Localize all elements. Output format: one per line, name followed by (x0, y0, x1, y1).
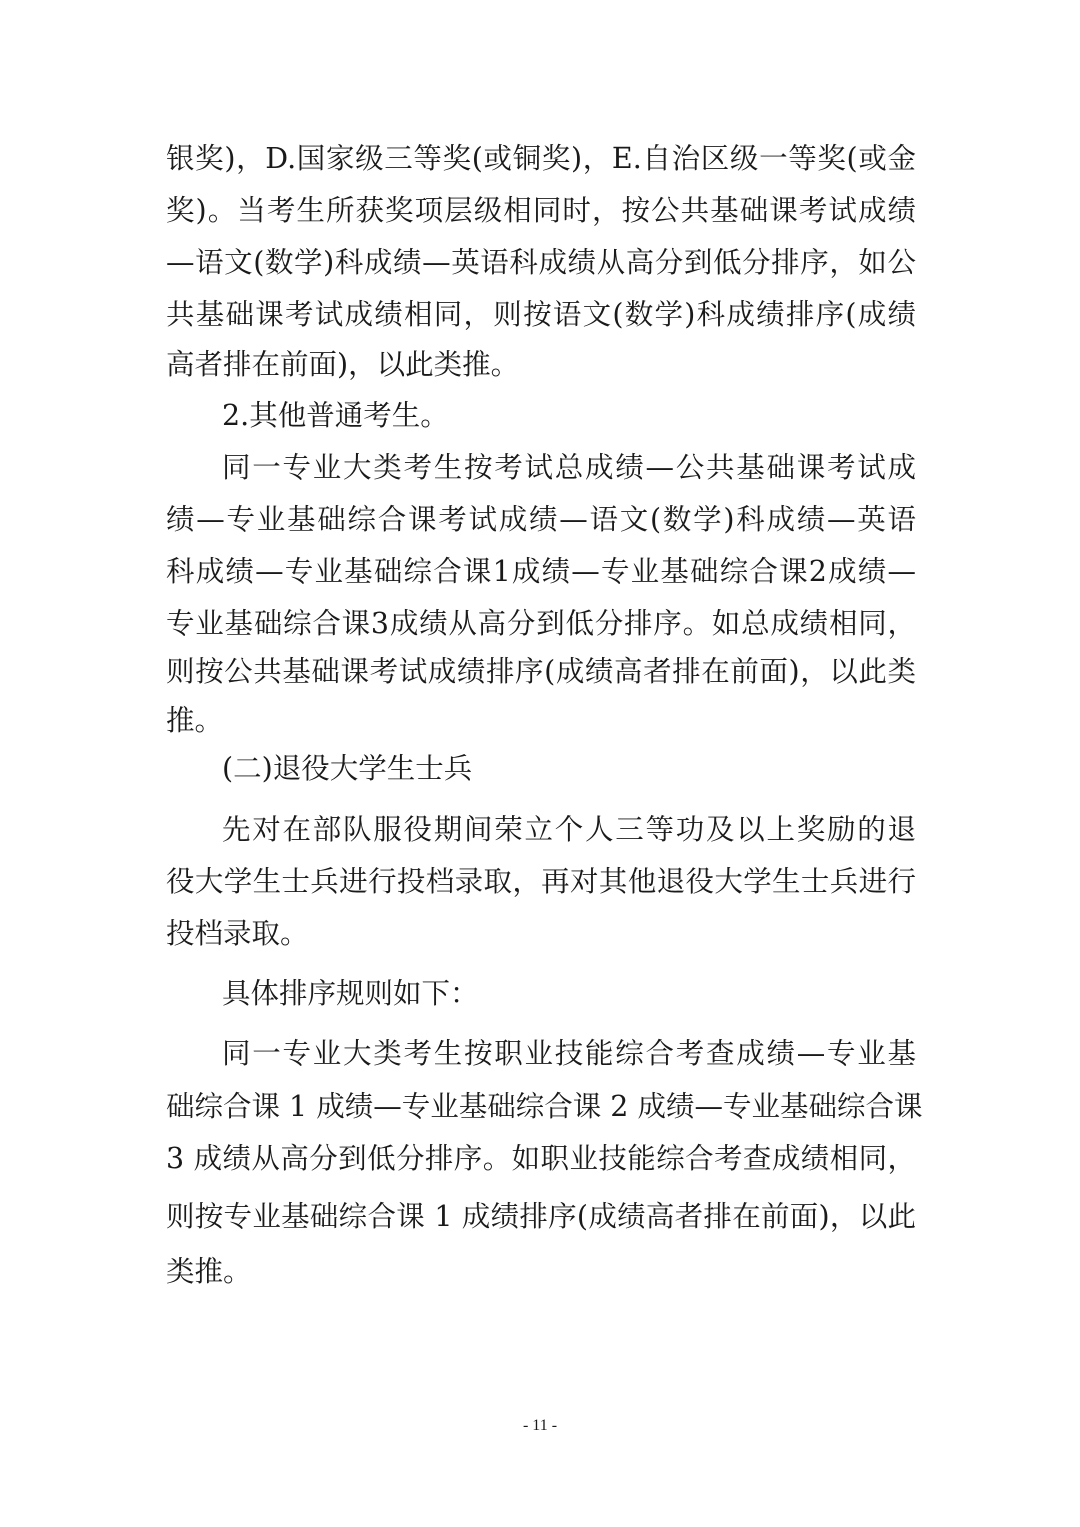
paragraph-first-line: 具体排序规则如下： (222, 977, 479, 1010)
section-heading: (二)退役大学生士兵 (222, 752, 473, 785)
text-line: 科成绩—专业基础综合课1成绩—专业基础综合课2成绩— (166, 555, 916, 588)
text-line: 专业基础综合课3成绩从高分到低分排序。如总成绩相同， (166, 607, 916, 640)
text-line: 3 成绩从高分到低分排序。如职业技能综合考查成绩相同， (166, 1142, 916, 1175)
text-line: 银奖)，D.国家级三等奖(或铜奖)，E.自治区级一等奖(或金 (166, 142, 916, 175)
text-line: 推。 (166, 704, 224, 737)
text-line: 础综合课 1 成绩—专业基础综合课 2 成绩—专业基础综合课 (166, 1090, 923, 1123)
text-line: 则按专业基础综合课 1 成绩排序(成绩高者排在前面)，以此 (166, 1200, 916, 1233)
paragraph-first-line: 先对在部队服役期间荣立个人三等功及以上奖励的退 (222, 813, 916, 846)
text-line: —语文(数学)科成绩—英语科成绩从高分到低分排序，如公 (166, 246, 916, 279)
text-line: 役大学生士兵进行投档录取，再对其他退役大学生士兵进行 (166, 865, 916, 898)
text-line: 绩—专业基础综合课考试成绩—语文(数学)科成绩—英语 (166, 503, 916, 536)
section-heading: 2.其他普通考生。 (222, 399, 449, 432)
text-line: 共基础课考试成绩相同，则按语文(数学)科成绩排序(成绩 (166, 298, 916, 331)
text-line: 类推。 (166, 1255, 252, 1288)
text-line: 奖)。当考生所获奖项层级相同时，按公共基础课考试成绩 (166, 194, 916, 227)
paragraph-first-line: 同一专业大类考生按职业技能综合考查成绩—专业基 (222, 1037, 916, 1070)
text-line: 高者排在前面)，以此类推。 (166, 348, 520, 381)
text-line: 投档录取。 (166, 917, 309, 950)
paragraph-first-line: 同一专业大类考生按考试总成绩—公共基础课考试成 (222, 451, 916, 484)
text-line: 则按公共基础课考试成绩排序(成绩高者排在前面)，以此类 (166, 655, 916, 688)
page-number: - 11 - (522, 1417, 558, 1434)
